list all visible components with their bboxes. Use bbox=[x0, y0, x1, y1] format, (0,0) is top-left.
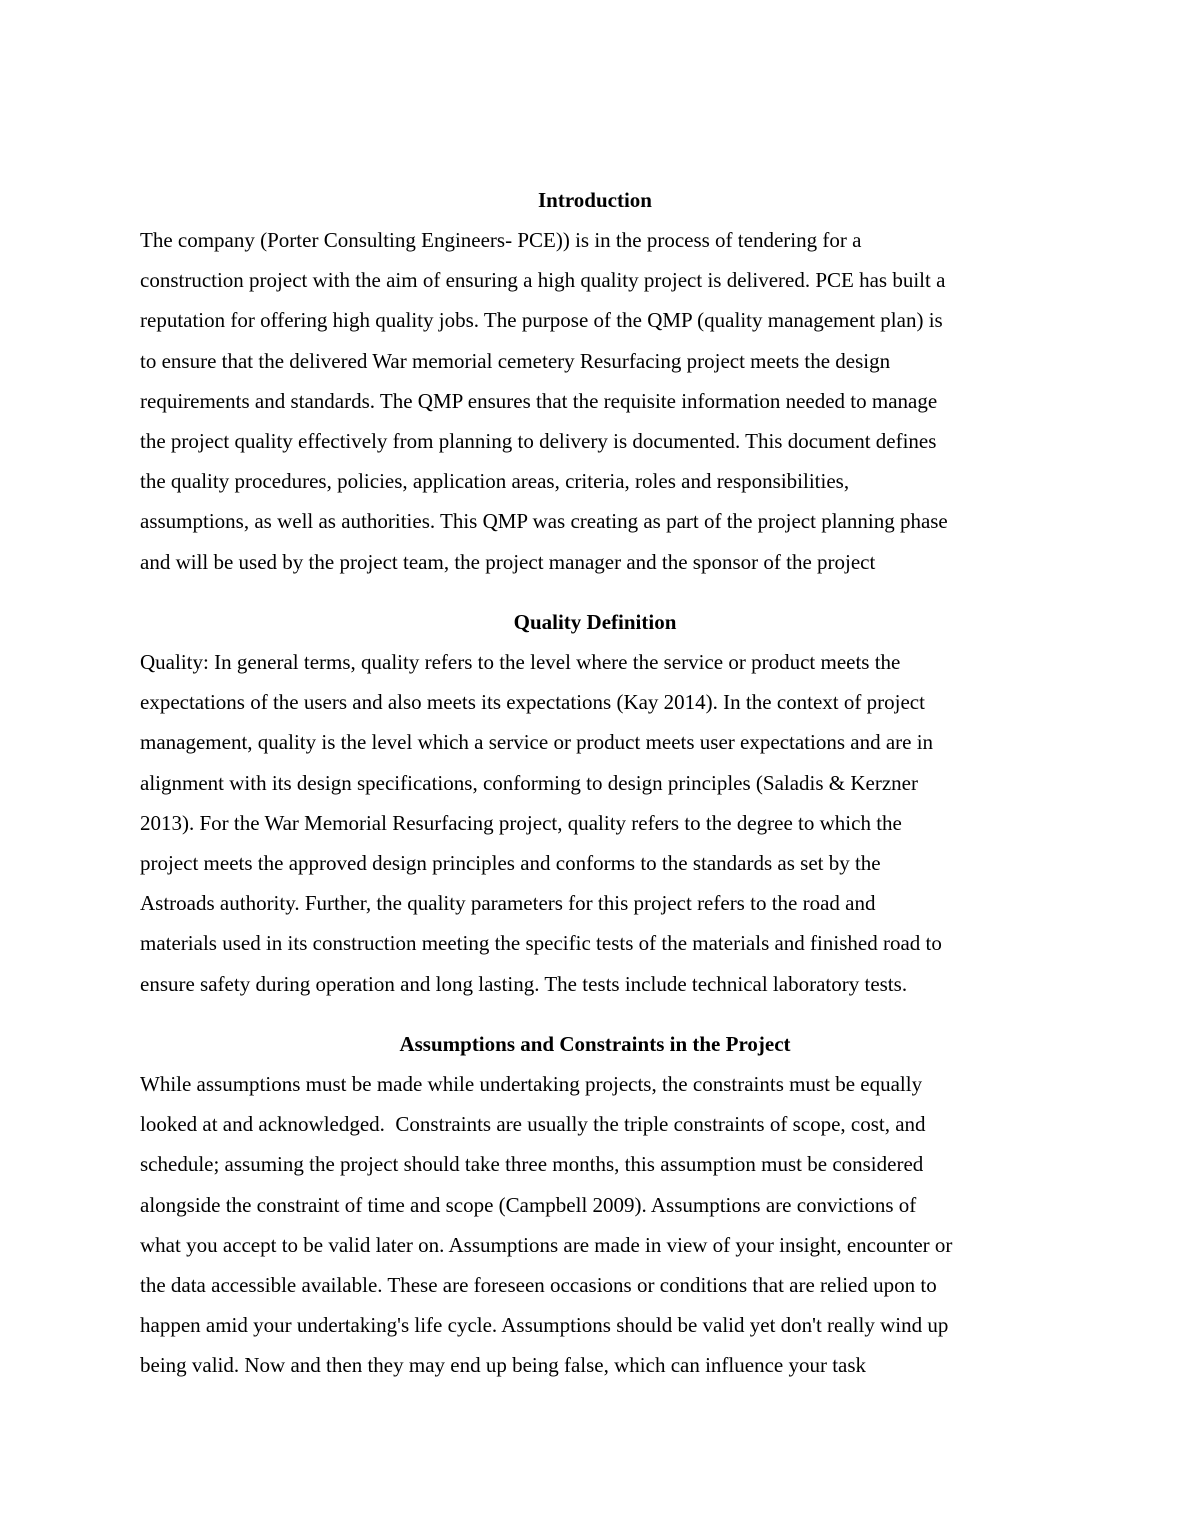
text-line: happen amid your undertaking's life cycle. Assumptions should be valid yet don't really wind up bbox=[140, 1313, 949, 1338]
heading-introduction: Introduction bbox=[538, 188, 652, 212]
text-line: 2013). For the War Memorial Resurfacing project, quality refers to the degree to which the bbox=[140, 810, 902, 835]
text-line: to ensure that the delivered War memorial cemetery Resurfacing project meets the design bbox=[140, 348, 891, 373]
text-line: ensure safety during operation and long lasting. The tests include technical laboratory tests. bbox=[140, 971, 908, 996]
text-line: management, quality is the level which a service or product meets user expectations and are in bbox=[140, 730, 934, 755]
heading-assumptions-constraints: Assumptions and Constraints in the Project bbox=[399, 1032, 791, 1056]
text-line: construction project with the aim of ensuring a high quality project is delivered. PCE has built a bbox=[140, 268, 946, 293]
text-line: Astroads authority. Further, the quality parameters for this project refers to the road and bbox=[140, 891, 876, 916]
text-line: the project quality effectively from planning to delivery is documented. This document defines bbox=[140, 428, 937, 453]
text-line: requirements and standards. The QMP ensures that the requisite information needed to manage bbox=[140, 388, 938, 413]
text-line: alongside the constraint of time and scope (Campbell 2009). Assumptions are convictions of bbox=[140, 1192, 917, 1217]
text-line: reputation for offering high quality jobs. The purpose of the QMP (quality management plan) is bbox=[140, 308, 943, 333]
text-line: project meets the approved design principles and conforms to the standards as set by the bbox=[140, 850, 881, 875]
text-line: alignment with its design specifications, conforming to design principles (Saladis & Kerzner bbox=[140, 770, 918, 795]
text-line: assumptions, as well as authorities. This QMP was creating as part of the project planning phase bbox=[140, 509, 948, 534]
text-line: expectations of the users and also meets its expectations (Kay 2014). In the context of project bbox=[140, 690, 925, 715]
text-line: and will be used by the project team, the project manager and the sponsor of the project bbox=[140, 549, 876, 574]
text-line: schedule; assuming the project should take three months, this assumption must be considered bbox=[140, 1152, 924, 1177]
text-line: While assumptions must be made while undertaking projects, the constraints must be equally bbox=[140, 1072, 923, 1096]
paragraph-quality-definition bbox=[140, 642, 1070, 1004]
paragraph-introduction bbox=[140, 220, 1070, 582]
heading-quality-definition: Quality Definition bbox=[513, 610, 677, 634]
text-line: the quality procedures, policies, application areas, criteria, roles and responsibilities, bbox=[140, 469, 850, 494]
text-line: the data accessible available. These are foreseen occasions or conditions that are relied upon to bbox=[140, 1272, 937, 1297]
text-line: Quality: In general terms, quality refers to the level where the service or product meets the bbox=[140, 650, 901, 674]
text-line: looked at and acknowledged. Constraints are usually the triple constraints of scope, cost, and bbox=[140, 1112, 926, 1137]
paragraph-assumptions-constraints bbox=[140, 1064, 1070, 1386]
text-line: materials used in its construction meeting the specific tests of the materials and finished road to bbox=[140, 931, 942, 956]
text-line: being valid. Now and then they may end up being false, which can influence your task bbox=[140, 1353, 867, 1378]
text-line: what you accept to be valid later on. Assumptions are made in view of your insight, encounter or bbox=[140, 1232, 953, 1257]
text-line: The company (Porter Consulting Engineers- PCE)) is in the process of tendering for a bbox=[140, 228, 862, 252]
